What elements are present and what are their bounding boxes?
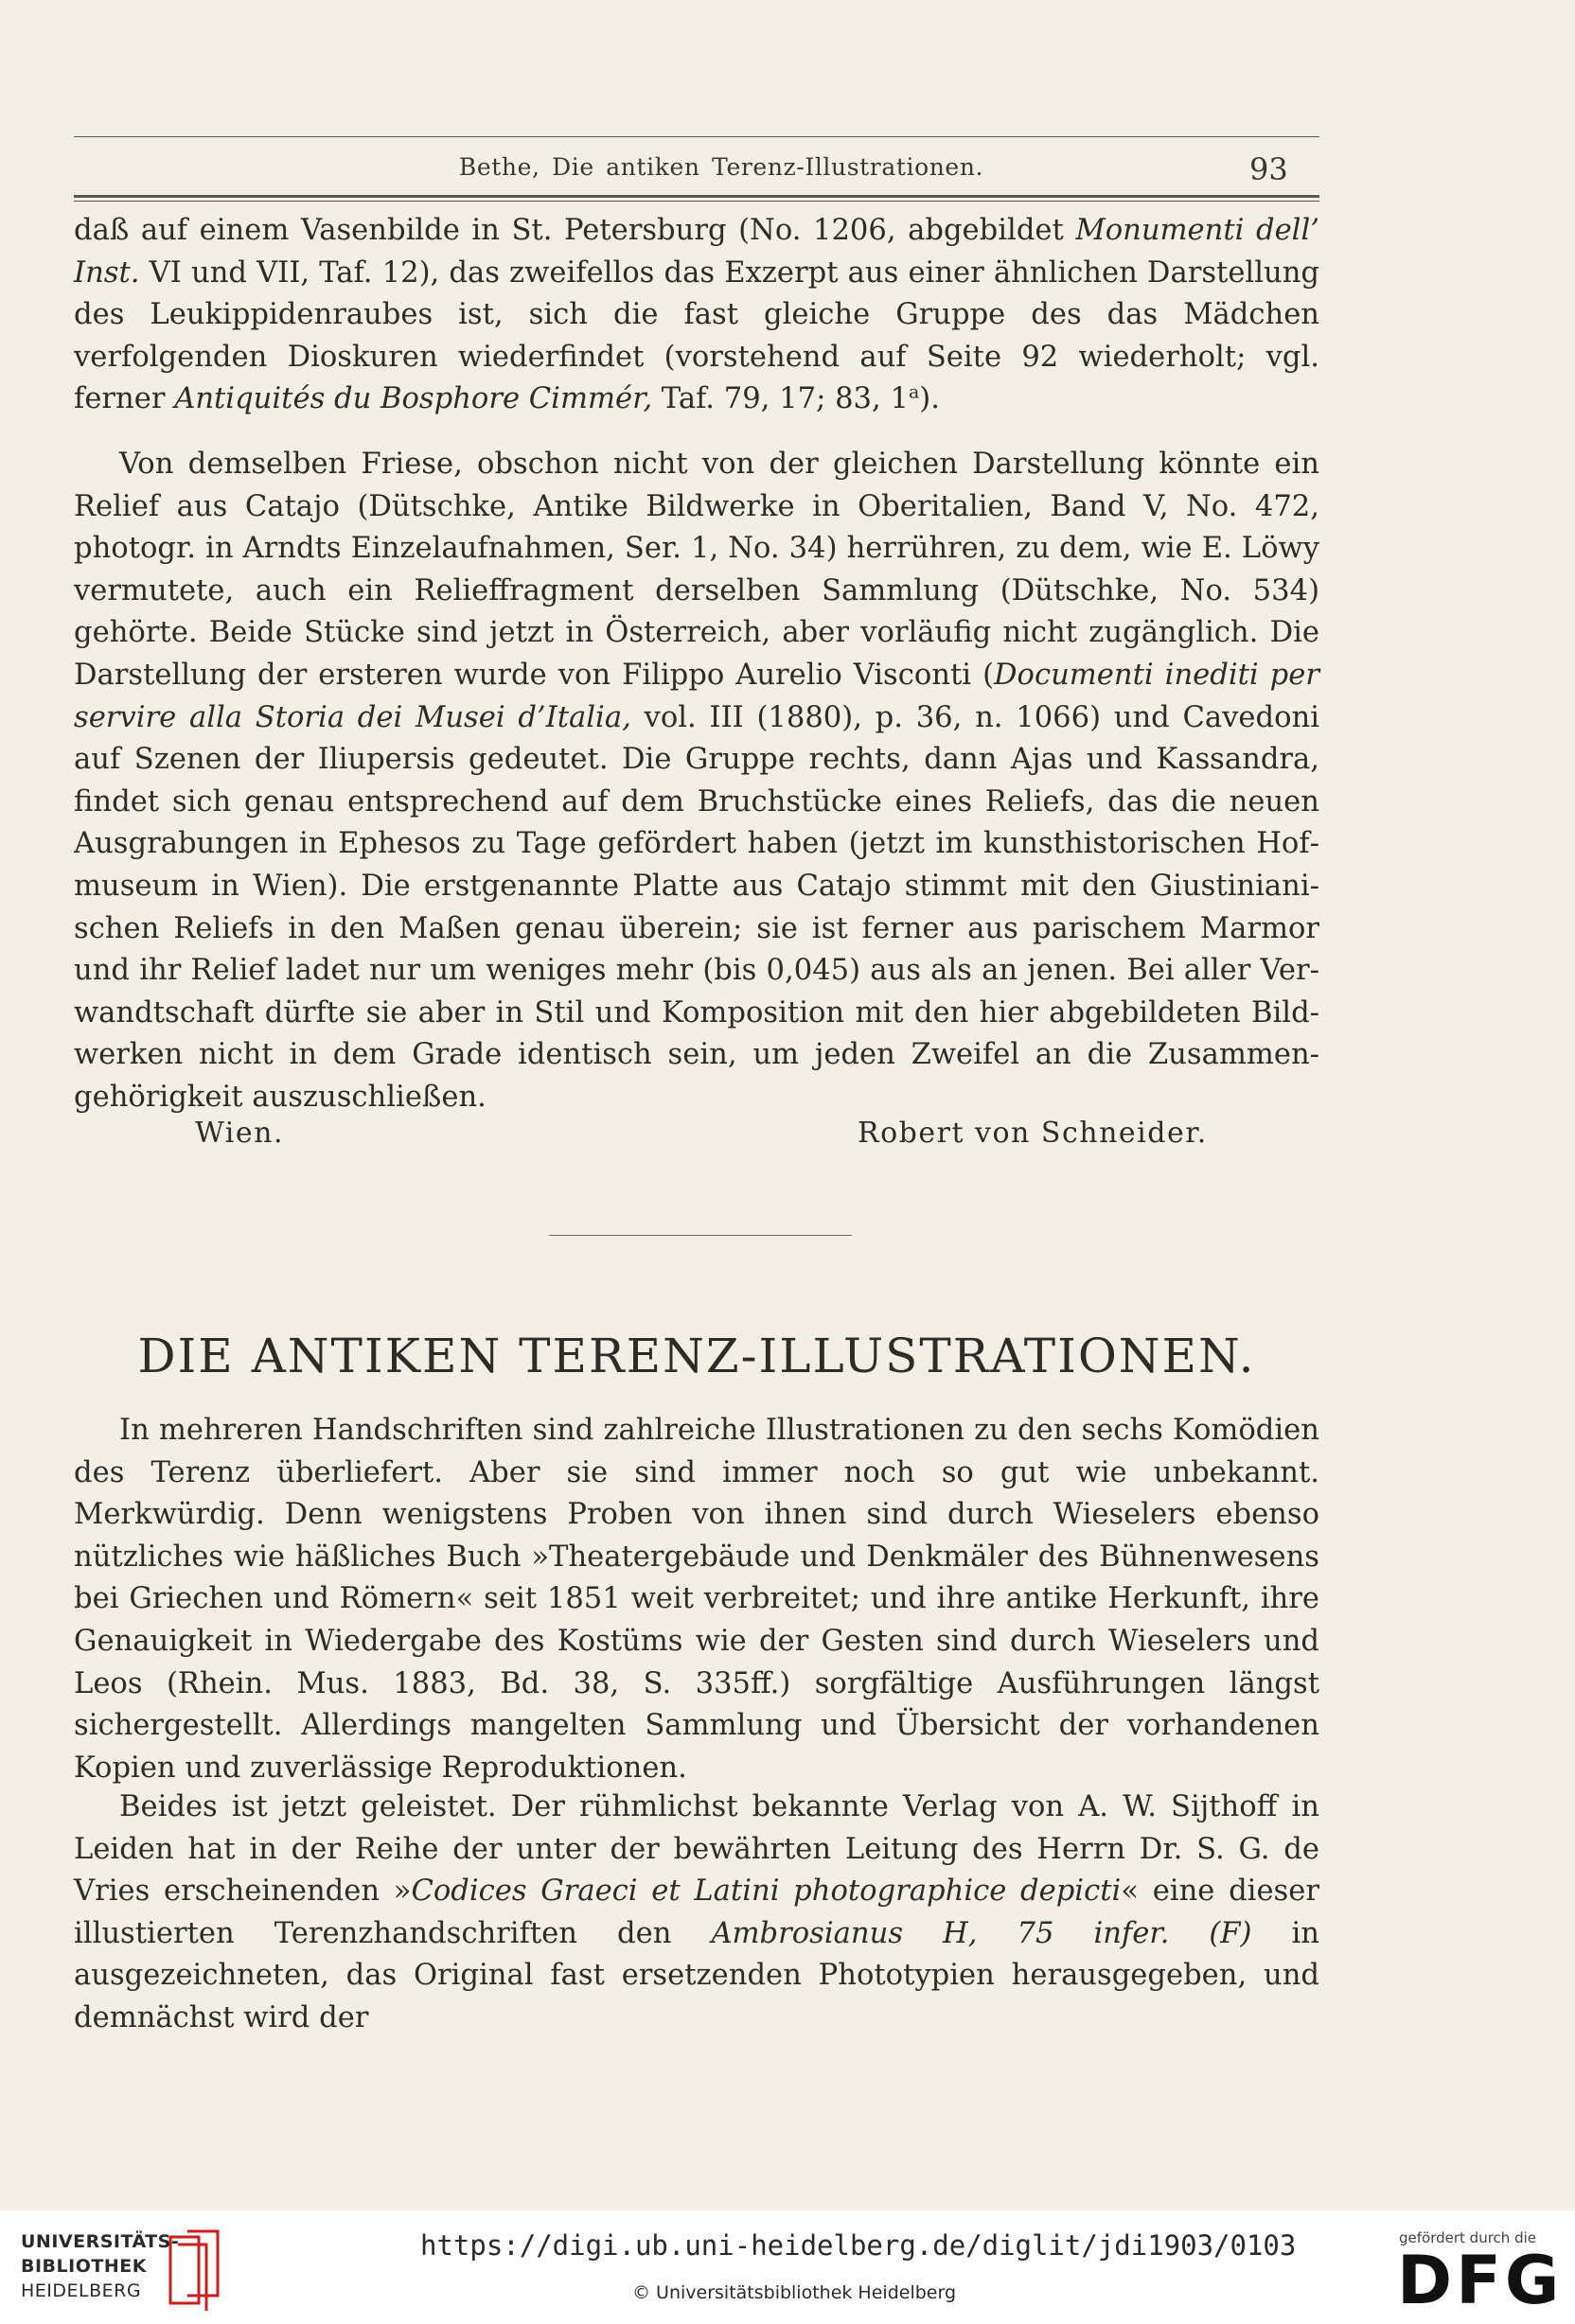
header-rule-bottom xyxy=(74,195,1319,198)
text-run: VI und VII, Taf. 12), das zweifellos das Exzerpt aus einer ähnlichen Darstellung des Leukippidenraubes ist, sich die fast gleiche Gruppe des das Mädchen verfolgenden Dioskuren wiederfindet (vorstehend auf Seite 92 wiederholt; vgl. ferner xyxy=(74,255,1319,416)
permalink-url[interactable]: https://digi.ub.uni-heidelberg.de/diglit/jdi1903/0103 xyxy=(420,2229,1297,2262)
header-rule-bottom-thin xyxy=(74,201,1319,202)
running-header: Bethe, Die antiken Terenz-Illustrationen. xyxy=(458,153,984,181)
page-number: 93 xyxy=(1249,151,1288,187)
text-run: In mehreren Handschriften sind zahlreiche Illustrationen zu den sechs Komödien des Terenz überliefert. Aber sie sind immer noch so gut wie unbekannt. Merkwürdig. Denn wenigstens Proben von ihnen sind durch Wieselers ebenso nützliches wie häßliches Buch »Theatergebäude und Denkmäler des Bühnenwesens bei Griechen und Römern« seit 1851 weit verbreitet; und ihre antike Herkunft, ihre Genauigkeit in Wiedergabe des Kostüms wie der Gesten sind durch Wieselers und Leos (Rhein. Mus. 1883, Bd. 38, S. 335ff.) sorgfältige Ausführungen längst sichergestellt. Allerdings mangelten Sammlung und Übersicht der vorhandenen Kopien und zuverlässige Reproduktionen. xyxy=(74,1414,1319,1785)
text-run: in ausgezeichneten, das Original fast ersetzenden Phototypien herausgegeben, und demnächst wird der xyxy=(74,1916,1320,2034)
superscript: a xyxy=(908,381,920,403)
text-run: « eine dieser illustierten Terenzhandschriften den xyxy=(74,1875,1319,1950)
library-name-line2: BIBLIOTHEK xyxy=(21,2256,147,2277)
section-separator xyxy=(549,1235,852,1236)
library-logo[interactable] xyxy=(21,2224,305,2315)
text-run: Von demselben Friese, obschon nicht von der gleichen Darstellung könnte ein Relief aus Catajo (Dütschke, Antike Bildwerke in Oberitalien, Band V, No. 472, photogr. in Arndts Einzelaufnahmen, Ser. 1, No. 34) herrühren, zu dem, wie E. Löwy vermutete, auch ein Relieffragment derselben Sammlung (Dütschke, No. 534) gehörte. Beide Stücke sind jetzt in Österreich, aber vorläufig nicht zugänglich. Die Darstellung der ersteren wurde von Filippo Aurelio Visconti ( xyxy=(74,448,1319,692)
body-paragraph xyxy=(74,210,1319,421)
italic-run: Codices Graeci et Latini photographice depicti xyxy=(411,1875,1122,1909)
signoff-place: Wien. xyxy=(195,1117,285,1150)
italic-run: Ambrosianus H, 75 infer. (F) xyxy=(711,1916,1252,1950)
text-run: Taf. 79, 17; 83, 1 xyxy=(652,382,909,416)
library-name-line1: UNIVERSITÄTS- xyxy=(21,2231,180,2252)
italic-run: Monumenti dell’ Inst. xyxy=(74,214,1319,290)
copyright-notice: © Universitätsbibliothek Heidelberg xyxy=(632,2282,957,2303)
dfg-logo[interactable]: DFG xyxy=(1397,2242,1564,2319)
italic-run: Antiquités du Bosphore Cimmér, xyxy=(174,382,653,416)
text-run: ). xyxy=(919,382,940,416)
text-run: Beides ist jetzt geleistet. Der rühmlichst bekannte Verlag von A. W. Sijthoff in Leiden hat in der Reihe der unter der bewährten Leitung des Herrn Dr. S. G. de Vries erscheinenden » xyxy=(74,1790,1319,1909)
italic-run: Documenti inediti per servire alla Storia dei Musei d’Italia, xyxy=(74,658,1319,734)
library-name-line3: HEIDELBERG xyxy=(21,2280,142,2301)
body-paragraph xyxy=(74,444,1319,1119)
signoff-author: Robert von Schneider. xyxy=(858,1117,1208,1150)
header-rule-top xyxy=(74,136,1319,137)
funding-caption: gefördert durch die xyxy=(1399,2229,1536,2246)
article-paragraph xyxy=(74,1410,1319,1789)
article-title: DIE ANTIKEN TERENZ-ILLUSTRATIONEN. xyxy=(137,1329,1256,1383)
library-emblem-icon xyxy=(161,2227,227,2313)
text-run: daß auf einem Vasenbilde in St. Petersburg (No. 1206, abgebildet xyxy=(74,214,1076,247)
footer-bar xyxy=(0,2210,1575,2324)
article-paragraph xyxy=(74,1787,1319,2040)
text-run: vol. III (1880), p. 36, n. 1066) und Cavedoni auf Szenen der Iliupersis gedeutet. Die Gruppe rechts, dann Ajas und Kassandra, findet sich genau entsprechend auf dem Bruchstücke eines Reliefs, das die neuen Ausgrabungen in Ephesos zu Tage gefördert haben (jetzt im kunsthistorischen Hofmuseum in Wien). Die erstgenannte Platte aus Catajo stimmt mit den Giustinianischen Reliefs in den Maßen genau überein; sie ist ferner aus parischem Marmor und ihr Relief ladet nur um weniges mehr (bis 0,045) aus als an jenen. Bei aller Verwandtschaft dürfte sie aber in Stil und Komposition mit den hier abgebildeten Bildwerken nicht in dem Grade identisch sein, um jeden Zweifel an die Zusammengehörigkeit auszuschließen. xyxy=(74,700,1320,1114)
